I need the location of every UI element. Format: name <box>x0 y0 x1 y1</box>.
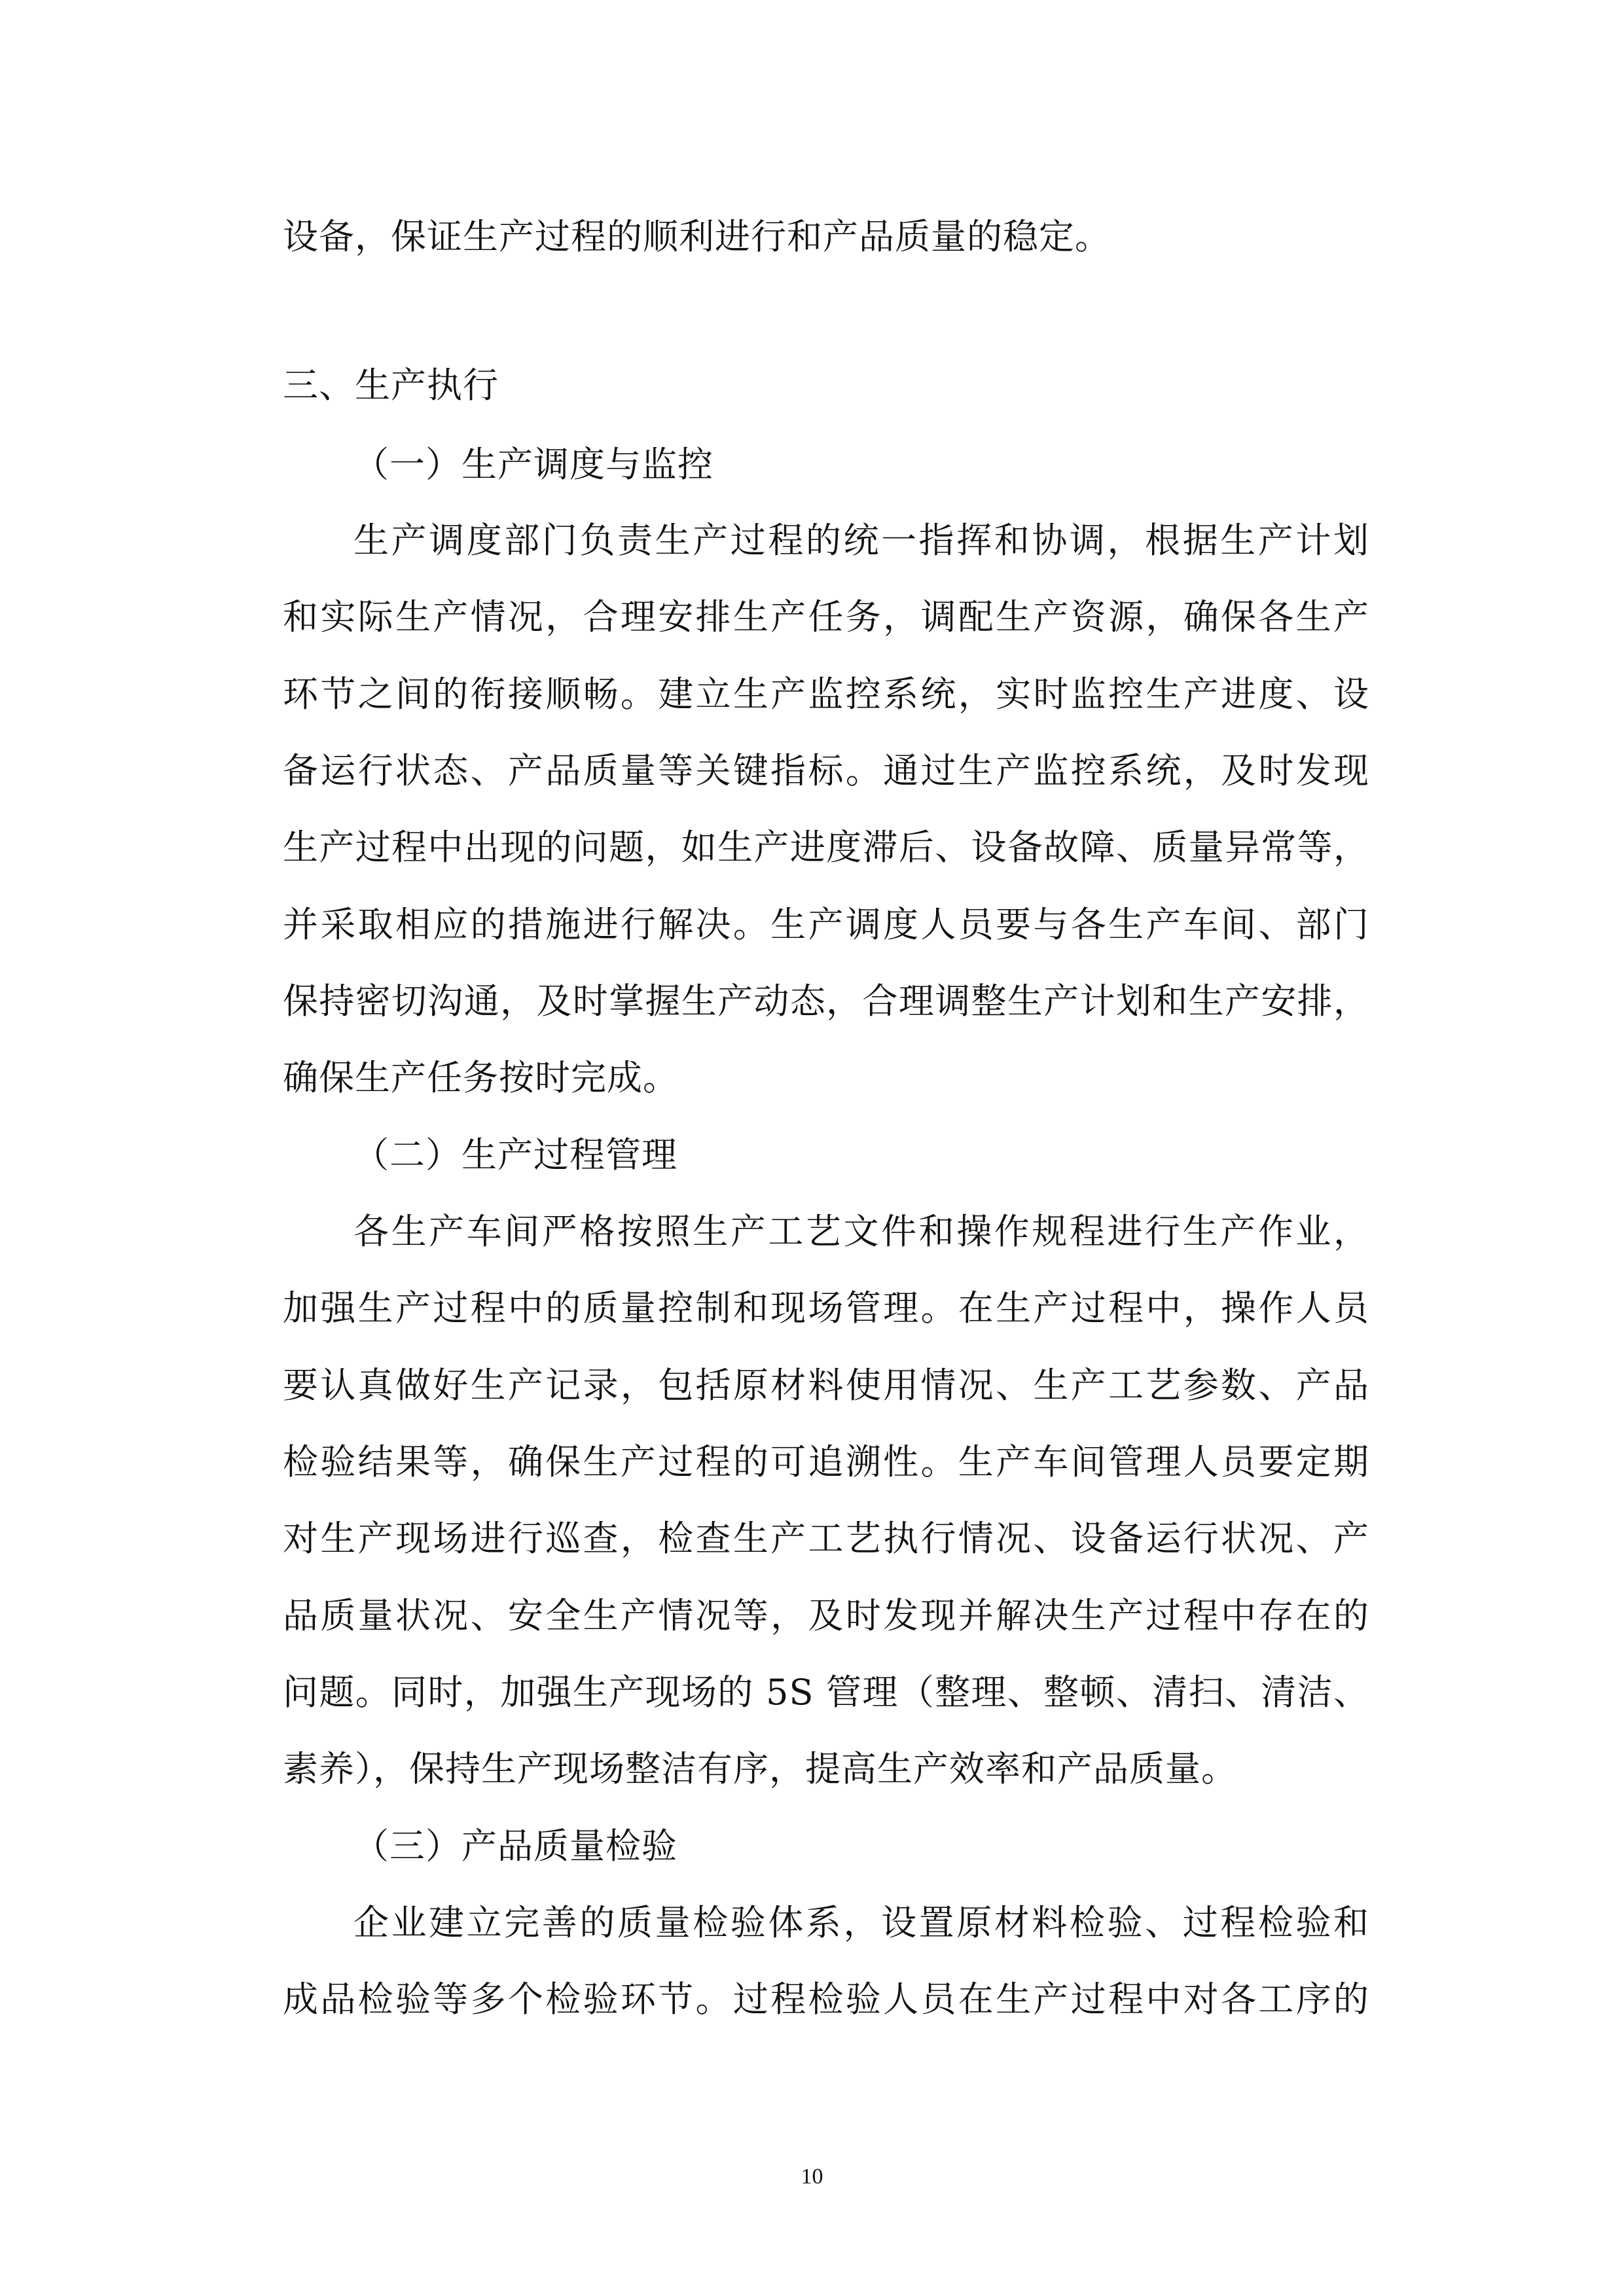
paragraph-line: 和实际生产情况，合理安排生产任务，调配生产资源，确保各生产 <box>283 596 1369 637</box>
paragraph-line: 备运行状态、产品质量等关键指标。通过生产监控系统，及时发现 <box>283 750 1369 791</box>
paragraph-line: 对生产现场进行巡查，检查生产工艺执行情况、设备运行状况、产 <box>283 1518 1369 1559</box>
paragraph-line-last: 素养），保持生产现场整洁有序，提高生产效率和产品质量。 <box>283 1748 1237 1789</box>
paragraph-line: 各生产车间严格按照生产工艺文件和操作规程进行生产作业， <box>353 1211 1369 1252</box>
section-heading-production-execution: 三、生产执行 <box>283 365 499 406</box>
page-number: 10 <box>801 2164 823 2189</box>
paragraph-continuation: 设备，保证生产过程的顺利进行和产品质量的稳定。 <box>283 216 1111 257</box>
subheading-quality-inspection: （三）产品质量检验 <box>353 1825 677 1867</box>
paragraph-line: 生产过程中出现的问题，如生产进度滞后、设备故障、质量异常等， <box>283 827 1369 868</box>
subheading-scheduling-monitoring: （一）生产调度与监控 <box>353 444 713 485</box>
paragraph-line: 品质量状况、安全生产情况等，及时发现并解决生产过程中存在的 <box>283 1595 1369 1636</box>
paragraph-line: 企业建立完善的质量检验体系，设置原材料检验、过程检验和 <box>353 1902 1369 1943</box>
paragraph-line: 环节之间的衔接顺畅。建立生产监控系统，实时监控生产进度、设 <box>283 673 1369 715</box>
paragraph-line: 检验结果等，确保生产过程的可追溯性。生产车间管理人员要定期 <box>283 1441 1369 1482</box>
paragraph-line: 保持密切沟通，及时掌握生产动态，合理调整生产计划和生产安排， <box>283 980 1369 1022</box>
paragraph-line-last: 确保生产任务按时完成。 <box>283 1057 679 1098</box>
paragraph-line: 生产调度部门负责生产过程的统一指挥和协调，根据生产计划 <box>353 520 1369 561</box>
paragraph-line: 问题。同时，加强生产现场的 5S 管理（整理、整顿、清扫、清洁、 <box>283 1672 1369 1713</box>
subheading-process-management: （二）生产过程管理 <box>353 1134 677 1175</box>
paragraph-line: 加强生产过程中的质量控制和现场管理。在生产过程中，操作人员 <box>283 1287 1369 1329</box>
paragraph-line: 成品检验等多个检验环节。过程检验人员在生产过程中对各工序的 <box>283 1979 1369 2020</box>
paragraph-line: 并采取相应的措施进行解决。生产调度人员要与各生产车间、部门 <box>283 904 1369 945</box>
paragraph-line: 要认真做好生产记录，包括原材料使用情况、生产工艺参数、产品 <box>283 1365 1369 1406</box>
